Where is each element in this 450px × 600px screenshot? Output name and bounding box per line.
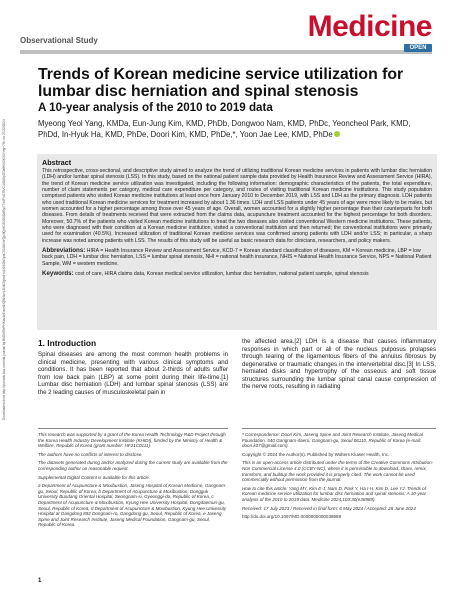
footnotes-left (38, 432, 228, 531)
keywords (42, 271, 432, 277)
download-watermark (2, 100, 16, 420)
introduction-text-left: Spinal diseases are among the most common health problems in clinical medicine, presenting with various clinical symptoms and conditions. It has been reported that about 2-thirds of adults suffer from low back pain (LBP) at some point during their life-time.[1] Lumbar disc herniation (LDH) and lumbar spinal stenosis (LSS) are the 2 leading causes of musculoskeletal pain in (38, 351, 228, 396)
article-title: Trends of Korean medicine service utilization for lumbar disc herniation and spinal stenosis (38, 66, 404, 100)
page-header (20, 10, 432, 62)
article-subtitle: A 10-year analysis of the 2010 to 2019 data (38, 101, 273, 114)
footnote-citation: How to cite this article: Yang MY, Kim E-J, Nam D, Park Y, Ha I-H, Kim D, Lee YJ. Trends of Korean medicine service utilization for lumbar disc herniation and spinal stenosis: A 10-year analysis of the 2010 to 2019 data. Medicine 2024;103:30(e38989). (242, 485, 427, 502)
author-list (38, 119, 433, 140)
open-access-badge: OPEN (404, 44, 432, 52)
abbreviations-label: Abbreviations: (42, 247, 86, 255)
introduction-heading: 1. Introduction (38, 338, 97, 348)
body-column-right (242, 338, 436, 391)
keywords-label: Keywords: (42, 270, 74, 278)
body-column-left (38, 338, 228, 396)
page-number: 1 (38, 578, 42, 584)
footnote-correspondence: * Correspondence: Doori Kim, Jaseng Spine and Joint Research Institute, Jaseng Medical Foundation, 540 Gangnam-daero, Gangnam-gu, Seoul 06110, Republic of Korea (e-mail: doori.k07@gmail.com). (242, 432, 423, 449)
footnote-conflicts: The authors have no conflicts of interest to disclose. (38, 451, 143, 457)
abbreviations (42, 248, 432, 267)
section-label: Observational Study (20, 36, 98, 45)
keywords-text: cost of care, HIRA claims data, Korean medical service utilization, lumbar disc herniation, national patient sample, spinal stenosis (75, 271, 369, 278)
footnote-license: This is an open-access article distributed under the terms of the Creative Commons Attribution-Non Commercial License 4.0 (CCBY-NC), where it is permissible to download, share, remix, transform, and buildup the work provided it is properly cited. The work cannot be used commercially without permission from the journal. (242, 460, 434, 483)
footnotes-right (242, 432, 436, 523)
footnote-affiliations: a Department of Acupuncture & Moxibustion, Jaseng Hospital of Korean Medicine, Gangnam-gu, Seoul, Republic of Korea, b Department of Acupuncture & Moxibustion, Dongguk University Bundang Oriental Hospital, Seongnam-si, Gyeonggi-do, Republic of Korea, c Department of Acupuncture & Moxibustion, Kyung Hee University Hospital, Dongdaemun-gu, Seoul, Republic of Korea, d Department of Acupuncture & Moxibustion, Kyung Hee University Hospital at Gangdong 892 Dongnam-ro, Gangdong-gu, Seoul, Republic of Korea, e Jaseng Spine and Joint Research Institute, Jaseng Medical Foundation, Gangnam-gu, Seoul, Republic of Korea. (38, 483, 227, 528)
doi-link[interactable]: http://dx.doi.org/10.1097/MD.0000000000038989 (242, 514, 342, 520)
download-watermark-text: Downloaded from http://journals.lww.com/md-journal by BhDMf5ePHKav1zEoum1tQfN4a+kJLhEZgbsIHo4XMi0hCywCX1AWnYQp/IlQrHD3i3D0OdRyi7TvSFl4Cf3VC4/OAVpDDa8KKGKV0Ymy+78= on 07/22/2024 (2, 119, 6, 420)
journal-logo: Medicine (307, 10, 432, 43)
orcid-icon[interactable] (334, 131, 340, 137)
footnote-data-availability: The datasets generated during and/or analyzed during the current study are available from the corresponding author on reasonable request. (38, 460, 228, 471)
footnote-supplemental: Supplemental Digital Content is available for this article. (38, 474, 151, 480)
introduction-text-right: the affected area.[2] LDH is a disease that causes inflammatory responses in which part or all of the nucleus pulposus prolapses through tearing of the ligamentous fibers of the annulus fibrosus by degenerative or traumatic changes in the intervertebral disc.[3] In LSS, herniated disks and hypertrophy of the osseous and soft tissue structures surrounding the lumbar spinal canal cause compression of the nerve roots, resulting in radiating (242, 338, 436, 390)
abstract-heading: Abstract (42, 158, 72, 167)
author-names: Myeong Yeol Yang, KMDa, Eun-Jung Kim, KMD, PhDb, Dongwoo Nam, KMD, PhDc, Yeoncheol Park, KMD, PhDd, In-Hyuk Ha, KMD, PhDe, Doori Kim, KMD, PhDe,*, Yoon Jae Lee, KMD, PhDe (38, 119, 411, 139)
footnote-dates: Received: 17 July 2023 / Received in final form: 6 May 2024 / Accepted: 28 June 2024 (242, 505, 416, 511)
header-rule (20, 50, 432, 54)
footnote-funding: This research was supported by a grant of the Korea Health Technology R&D Project through the Korea Health Industry Development Institute (KHIDI), funded by the Ministry of Health & Welfare, Republic of Korea (grant number: HF21C0111). (38, 432, 226, 449)
footnote-copyright: Copyright © 2024 the Author(s). Published by Wolters Kluwer Health, Inc. (242, 451, 390, 457)
abbreviations-text: HIRA = Health Insurance Review and Assessment Service, KCD-7 = Korean standard classification of diseases, KM = Korean medicine, LBP = low back pain, LDH = lumbar disc herniation, LSS = lumbar spinal stenosis, NHI = national health insurance, NHIS = National Health Insurance Service, NPS = National Patient Sample, WM = western medicine. (42, 248, 432, 267)
footnote-divider-left (38, 428, 228, 429)
abstract-box (37, 154, 437, 330)
abstract-text: This retrospective, cross-sectional, and descriptive study aimed to analyze the trend of utilizing traditional Korean medicine services in patients with lumbar disc herniation (LDH) and/or lumbar spinal stenosis (LSS). In this study, based on the national patient sample data provided by Health Insurance Review and Assessment Service (HIRA), the trend of Korean medicine service utilization was investigated, including the following information: demographic characteristics of the patients, the total expenditure, number of claim statements per category, medical care expenditure per category, and routes of visiting traditional Korean medicine institutions. This study population comprised patients who visited Korean medicine institutions at least once from January 2010 to December 2019, with LSS and LDH as the primary diagnosis. LDH patients who used traditional Korean medicine services for treatment increased by about 1.36 times. LDH and LSS patients under 45 years of age were more likely to be males, but women accounted for a higher percentage among those over 45 years of age. Overall, women accounted for a slightly higher percentage than their counterparts for both diseases. From details of treatments received that were extracted from the claims data, acupuncture treatment accounted for the highest percentage for both disorders. Moreover, 50.7% of the patients who visited Korean medicine institutions to treat the two diseases also visited conventional Western medicine institutions. These patients, who were diagnosed with their condition at a Korean medicine institution, visited a conventional institution and then returned; the conventional institutions were primarily used for examination (40.5%). Increased utilization of traditional Korean medicine services was confirmed among patients with LDH and/or LSS; in particular, a sharp increase was noted among patients with LSS. The results of this study will be useful as basic research data for clinicians, researchers, and policy makers. (42, 168, 432, 244)
footnote-divider-right (242, 428, 436, 429)
